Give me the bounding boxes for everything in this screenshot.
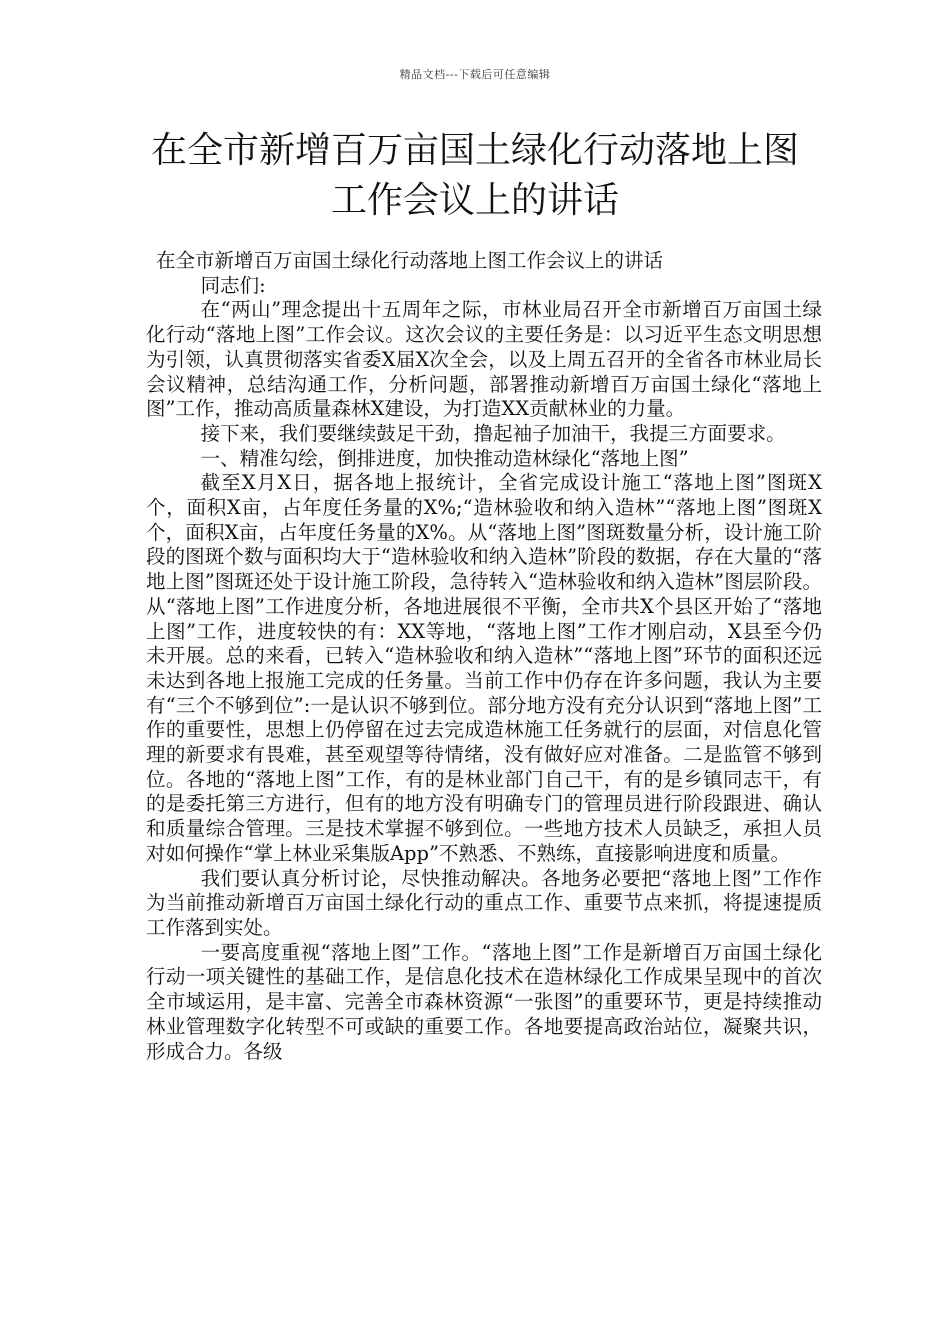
paragraph-progress: 截至X月X日，据各地上报统计，全省完成设计施工“落地上图”图斑X个，面积X亩，占年度任务量的X%;“造林验收和纳入造林”“落地上图”图斑X个，面积X亩，占年度任务量的X%。从“落地上图”图斑数量分析，设计施工阶段的图斑个数与面积均大于“造林验收和纳入造林”阶段的数据，存在大量的“落地上图”图斑还处于设计施工阶段，急待转入“造林验收和纳入造林”图层阶段。从“落地上图”工作进度分析，各地进展很不平衡，全市共X个县区开始了“落地上图”工作，进度较快的有：XX等地，“落地上图”工作才刚启动，X县至今仍未开展。总的来看，已转入“造林验收和纳入造林”“落地上图”环节的面积还远未达到各地上报施工完成的任务量。当前工作中仍存在许多问题，我认为主要有“三个不够到位”:一是认识不够到位。部分地方没有充分认识到“落地上图”工作的重要性，思想上仍停留在过去完成造林施工任务就行的层面，对信息化管理的新要求有畏难，甚至观望等待情绪，没有做好应对准备。二是监管不够到位。各地的“落地上图”工作，有的是林业部门自己干，有的是乡镇同志干，有的是委托第三方进行，但有的地方没有明确专门的管理员进行阶段跟进、确认和质量综合管理。三是技术掌握不够到位。一些地方技术人员缺乏，承担人员对如何操作“掌上林业采集版App”不熟悉、不熟练，直接影响进度和质量。: [146, 471, 822, 865]
paragraph-analysis: 我们要认真分析讨论，尽快推动解决。各地务必要把“落地上图”工作作为当前推动新增百万亩国土绿化行动的重点工作、重要节点来抓，将提速提质工作落到实处。: [146, 866, 822, 939]
paragraph-importance: 一要高度重视“落地上图”工作。“落地上图”工作是新增百万亩国土绿化行动一项关键性的基础工作，是信息化技术在造林绿化工作成果呈现中的首次全市域运用，是丰富、完善全市森林资源“一张图”的重要环节，更是持续推动林业管理数字化转型不可或缺的重要工作。各地要提高政治站位，凝聚共识，形成合力。各级: [146, 940, 822, 1063]
header-note: 精品文档---下载后可任意编辑: [399, 68, 551, 81]
title-line-1: 在全市新增百万亩国土绿化行动落地上图: [150, 130, 799, 171]
document-subtitle: 在全市新增百万亩国土绿化行动落地上图工作会议上的讲话: [156, 249, 664, 272]
document-body: [146, 249, 822, 1064]
document-title: [120, 126, 830, 226]
paragraph-intro: 在“两山”理念提出十五周年之际，市林业局召开全市新增百万亩国土绿化行动“落地上图”工作会议。这次会议的主要任务是：以习近平生态文明思想为引领，认真贯彻落实省委X届X次全会，以及上周五召开的全省各市林业局长会议精神，总结沟通工作，分析问题，部署推动新增百万亩国土绿化“落地上图”工作，推动高质量森林X建设，为打造XX贡献林业的力量。: [146, 298, 822, 421]
title-line-2: 工作会议上的讲话: [330, 180, 619, 221]
paragraph-requirements: 接下来，我们要继续鼓足干劲，撸起袖子加油干，我提三方面要求。: [200, 421, 786, 445]
salutation: 同志们:: [200, 273, 266, 297]
section-heading-1: 一、精准勾绘，倒排进度，加快推动造林绿化“落地上图”: [200, 446, 689, 470]
